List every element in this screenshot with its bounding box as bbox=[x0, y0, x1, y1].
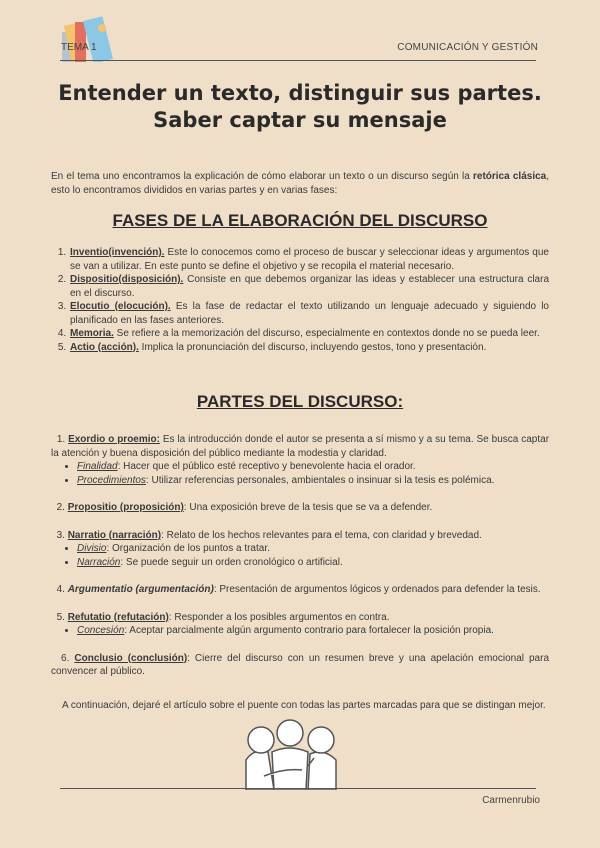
fase-term: Elocutio (elocución). bbox=[70, 301, 171, 312]
subitem-term: Procedimientos bbox=[77, 474, 146, 486]
fase-text: Consiste en que debemos organizar las ideas y establecer una estructura clara en el discurso. bbox=[70, 274, 549, 299]
parte-term: Propositio (proposición) bbox=[67, 502, 184, 513]
parte-subitem bbox=[77, 624, 549, 638]
parte-item bbox=[51, 611, 549, 638]
fase-item bbox=[69, 246, 549, 273]
subitem-term: Concesión bbox=[77, 625, 125, 636]
parte-term: Exordio o proemio: bbox=[68, 434, 160, 445]
fase-item bbox=[69, 341, 549, 355]
fases-list bbox=[51, 246, 549, 354]
parte-term: Conclusio (conclusión) bbox=[74, 652, 188, 664]
footer-divider bbox=[60, 788, 536, 789]
parte-text: : Responder a los posibles argumentos en contra. bbox=[168, 611, 390, 623]
parte-text: Es la introducción donde el autor se presenta a sí mismo y a su tema. Se busca captar la atención y buena disposición del público mediante la modestia y claridad. bbox=[51, 434, 550, 459]
intro-bold: retórica clásica bbox=[473, 171, 547, 182]
fase-term: Inventio(invención). bbox=[70, 247, 165, 258]
people-illustration bbox=[224, 718, 364, 790]
parte-number: 1. bbox=[56, 434, 66, 445]
subitem-term: Narración bbox=[77, 556, 121, 568]
header-divider bbox=[60, 60, 536, 61]
parte-text: : Cierre del discurso con un resumen breve y una apelación emocional para convencer al público. bbox=[51, 652, 550, 677]
partes-heading: PARTES DEL DISCURSO: bbox=[196, 392, 404, 411]
parte-subitem bbox=[77, 556, 549, 570]
parte-text: : Presentación de argumentos lógicos y ordenados para defender la tesis. bbox=[213, 584, 541, 595]
fase-text: Es la fase de redactar el texto utilizando un lenguaje adecuado y siguiendo lo planificado en las fases anteriores. bbox=[70, 301, 549, 326]
subitem-term: Finalidad bbox=[77, 461, 118, 472]
closing-paragraph: A continuación, dejaré el artículo sobre el puente con todas las partes marcadas para que se distingan mejor. bbox=[62, 700, 546, 711]
fase-item bbox=[69, 273, 549, 300]
subitem-text: : Se puede seguir un orden cronológico o artificial. bbox=[120, 556, 343, 568]
parte-term: Narratio (narración) bbox=[67, 529, 162, 541]
parte-subitem bbox=[77, 542, 549, 556]
parte-text: : Relato de los hechos relevantes para el tema, con claridad y brevedad. bbox=[161, 529, 482, 541]
subitem-text: : Aceptar parcialmente algún argumento contrario para fortalecer la posición propia. bbox=[124, 625, 494, 636]
parte-number: 2. bbox=[56, 502, 65, 513]
subitem-term: Divisio bbox=[77, 543, 107, 554]
intro-text-end: , esto lo encontramos divididos en varias partes y en varias fases: bbox=[51, 171, 550, 196]
fase-text: Este lo conocemos como el proceso de buscar y seleccionar ideas y argumentos que se van a utilizar. En este punto se define el objetivo y se recopila el material necesario. bbox=[70, 247, 549, 272]
fase-text: Se refiere a la memorización del discurso, especialmente en contextos donde no se pueda leer. bbox=[113, 328, 540, 339]
parte-item bbox=[51, 652, 549, 679]
parte-item bbox=[51, 529, 549, 570]
fase-term: Memoria. bbox=[70, 328, 114, 339]
parte-term: Argumentatio (argumentación) bbox=[67, 584, 214, 595]
parte-term: Refutatio (refutación) bbox=[67, 611, 169, 623]
fase-item bbox=[69, 300, 549, 327]
subitem-text: : Organización de los puntos a tratar. bbox=[106, 543, 270, 554]
fase-text: Implica la pronunciación del discurso, incluyendo gestos, tono y presentación. bbox=[138, 341, 487, 353]
fase-term: Dispositio(disposición). bbox=[70, 274, 184, 285]
parte-item bbox=[51, 501, 549, 515]
intro-paragraph bbox=[51, 170, 549, 197]
parte-number: 3. bbox=[56, 529, 65, 541]
title-line-2: Saber captar su mensaje bbox=[153, 108, 447, 132]
author-name: Carmenrubio bbox=[482, 795, 540, 806]
parte-item bbox=[51, 583, 549, 597]
subitem-text: : Utilizar referencias personales, ambientales o insinuar si la tesis es polémica. bbox=[145, 474, 495, 486]
parte-item bbox=[51, 433, 549, 487]
parte-number: 6. bbox=[61, 652, 70, 664]
topic-label: TEMA 1 bbox=[61, 42, 97, 53]
fase-term: Actio (acción). bbox=[70, 341, 139, 353]
books-illustration bbox=[60, 4, 122, 62]
title-line-1: Entender un texto, distinguir sus partes. bbox=[58, 81, 542, 105]
subitem-text: : Hacer que el público esté receptivo y benevolente hacia el orador. bbox=[117, 461, 416, 472]
intro-text: En el tema uno encontramos la explicación de cómo elaborar un texto o un discurso según la bbox=[51, 171, 473, 182]
subject-label: COMUNICACIÓN Y GESTIÓN bbox=[397, 42, 538, 53]
parte-subitem bbox=[77, 474, 549, 488]
fases-heading: FASES DE LA ELABORACIÓN DEL DISCURSO bbox=[112, 211, 488, 230]
parte-text: : Una exposición breve de la tesis que se va a defender. bbox=[183, 502, 433, 513]
partes-list bbox=[51, 433, 549, 693]
page-title bbox=[0, 80, 600, 134]
parte-subitem bbox=[77, 460, 549, 474]
parte-number: 5. bbox=[56, 611, 65, 623]
fase-item bbox=[69, 327, 549, 341]
parte-number: 4. bbox=[56, 584, 65, 595]
